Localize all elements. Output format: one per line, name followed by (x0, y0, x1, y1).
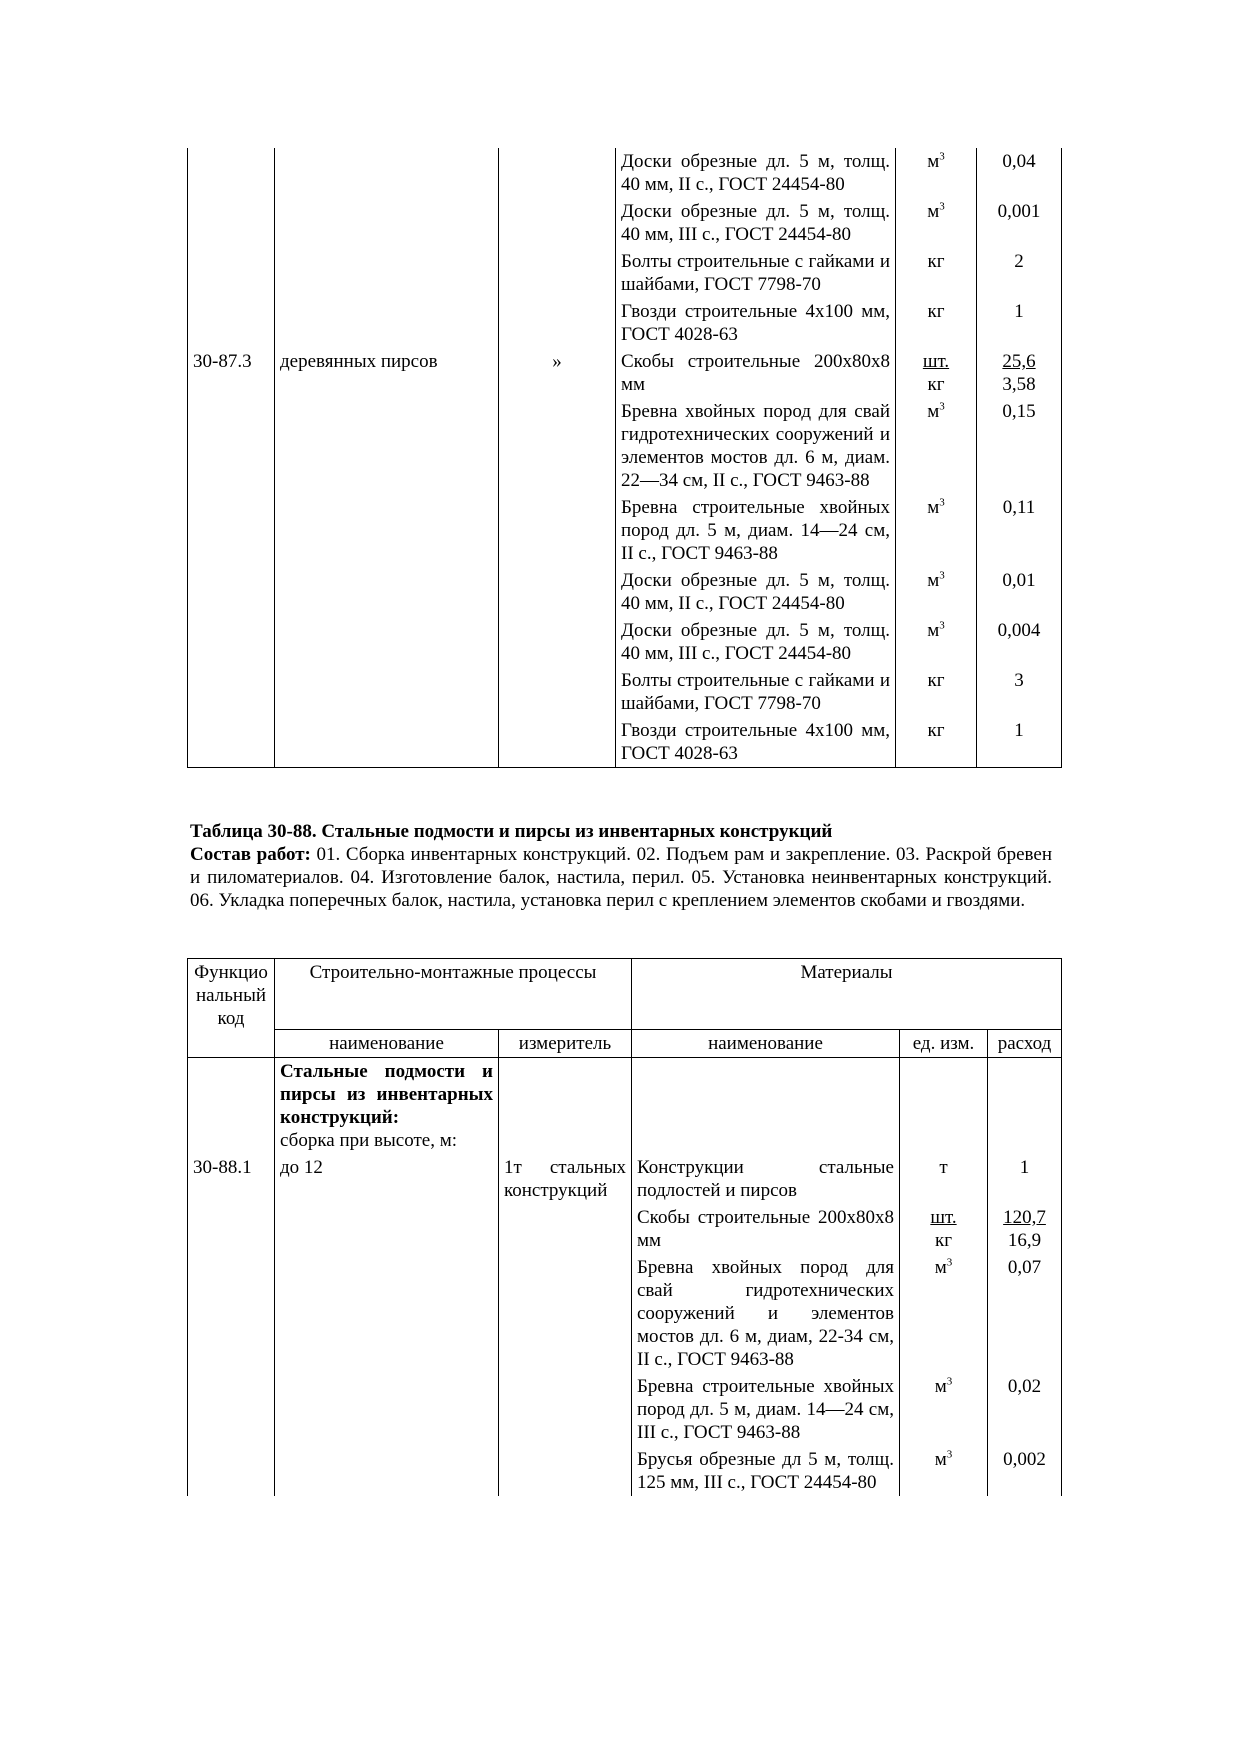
material-unit: кг (896, 248, 977, 298)
material-qty: 0,002 (988, 1446, 1062, 1496)
table-row (188, 1204, 1062, 1254)
composition-label: Состав работ: (190, 844, 311, 865)
material-unit: $м^3$ (896, 617, 977, 667)
material-qty: 0,04 (977, 148, 1062, 198)
material-name: Бревна строительные хвойных пород дл. 5 м, диам. 14—24 см, III с., ГОСТ 9463-88 (632, 1373, 900, 1446)
material-qty: 0,11 (977, 494, 1062, 567)
material-name: Доски обрезные дл. 5 м, толщ. 40 мм, III с., ГОСТ 24454-80 (616, 617, 896, 667)
material-qty: 3 (977, 667, 1062, 717)
material-unit: $м^3$ (900, 1373, 988, 1446)
header-code: Функцио нальный код (188, 959, 275, 1058)
composition-text: 01. Сборка инвентарных конструкций. 02. Подъем рам и закрепление. 03. Раскрой бревен и пиломатериалов. 04. Изготовление балок, настила, перил. 05. Установка неинвентарных конструкций. 06. Укладка поперечных балок, настила, установка перил с креплением элементов скобами и гвоздями. (190, 844, 1052, 911)
group-subtitle: сборка при высоте, м: (280, 1130, 458, 1151)
material-unit: $м^3$ (900, 1446, 988, 1496)
table-row (188, 398, 1062, 494)
material-qty: 1 (988, 1154, 1062, 1204)
work-composition (190, 843, 1052, 912)
process-name: деревянных пирсов (275, 348, 499, 398)
material-name: Скобы строительные 200х80х8 мм (632, 1204, 900, 1254)
material-unit: $м^3$ (896, 567, 977, 617)
process-meter: 1т стальных конструкций (499, 1154, 632, 1204)
group-title: Стальные подмости и пирсы из инвентарных конструкций: сборка при высоте, м: (275, 1058, 499, 1155)
function-code: 30-87.3 (188, 348, 275, 398)
table-30-88 (187, 958, 1062, 1496)
table-row (188, 148, 1062, 198)
material-qty: 1 (977, 717, 1062, 768)
material-qty: 0,004 (977, 617, 1062, 667)
material-qty: 2 (977, 248, 1062, 298)
table-row (188, 1058, 1062, 1155)
material-unit: шт. кг (900, 1204, 988, 1254)
table-row (188, 667, 1062, 717)
table-row (188, 494, 1062, 567)
material-unit: $м^3$ (896, 148, 977, 198)
material-unit: кг (896, 298, 977, 348)
process-meter: » (499, 348, 616, 398)
material-unit: $м^3$ (896, 398, 977, 494)
material-unit: $м^3$ (896, 494, 977, 567)
material-name: Доски обрезные дл. 5 м, толщ. 40 мм, II с., ГОСТ 24454-80 (616, 567, 896, 617)
header-meter: измеритель (499, 1030, 632, 1058)
table-row (188, 717, 1062, 768)
process-name: до 12 (275, 1154, 499, 1204)
material-qty: 0,07 (988, 1254, 1062, 1373)
table-row (188, 1446, 1062, 1496)
table-row (188, 1254, 1062, 1373)
material-name: Доски обрезные дл. 5 м, толщ. 40 мм, II с., ГОСТ 24454-80 (616, 148, 896, 198)
header-row (188, 959, 1062, 1030)
header-processes: Строительно-монтажные процессы (275, 959, 632, 1030)
material-qty: 0,15 (977, 398, 1062, 494)
table-row (188, 198, 1062, 248)
material-unit: $м^3$ (896, 198, 977, 248)
header-qty: расход (988, 1030, 1062, 1058)
table-30-87 (187, 148, 1062, 768)
header-unit: ед. изм. (900, 1030, 988, 1058)
material-name: Гвозди строительные 4х100 мм, ГОСТ 4028-63 (616, 298, 896, 348)
material-unit: т (900, 1154, 988, 1204)
material-name: Скобы строительные 200х80х8 мм (616, 348, 896, 398)
material-qty: 0,001 (977, 198, 1062, 248)
table-row (188, 248, 1062, 298)
material-unit: $м^3$ (900, 1254, 988, 1373)
table-title: Таблица 30-88. Стальные подмости и пирсы из инвентарных конструкций (190, 821, 833, 842)
table-row (188, 1154, 1062, 1204)
material-qty: 25,6 3,58 (977, 348, 1062, 398)
header-name: наименование (275, 1030, 499, 1058)
material-unit: кг (896, 667, 977, 717)
function-code: 30-88.1 (188, 1154, 275, 1204)
material-unit: шт. кг (896, 348, 977, 398)
material-name: Болты строительные с гайками и шайбами, ГОСТ 7798-70 (616, 667, 896, 717)
table-row (188, 617, 1062, 667)
material-qty: 0,02 (988, 1373, 1062, 1446)
material-name: Болты строительные с гайками и шайбами, ГОСТ 7798-70 (616, 248, 896, 298)
material-name: Гвозди строительные 4х100 мм, ГОСТ 4028-63 (616, 717, 896, 768)
table-row (188, 1373, 1062, 1446)
material-unit: кг (896, 717, 977, 768)
table-caption (190, 820, 1052, 912)
material-qty: 1 (977, 298, 1062, 348)
header-mat-name: наименование (632, 1030, 900, 1058)
table-row (188, 298, 1062, 348)
material-name: Бревна хвойных пород для свай гидротехнических сооружений и элементов мостов дл. 6 м, диам. 22—34 см, II с., ГОСТ 9463-88 (616, 398, 896, 494)
header-materials: Материалы (632, 959, 1062, 1030)
material-name: Бревна строительные хвойных пород дл. 5 м, диам. 14—24 см, II с., ГОСТ 9463-88 (616, 494, 896, 567)
material-qty: 0,01 (977, 567, 1062, 617)
material-qty: 120,7 16,9 (988, 1204, 1062, 1254)
table-row (188, 348, 1062, 398)
table-row (188, 567, 1062, 617)
header-row (188, 1030, 1062, 1058)
material-name: Бревна хвойных пород для свай гидротехнических сооружений и элементов мостов дл. 6 м, диам, 22-34 см, II с., ГОСТ 9463-88 (632, 1254, 900, 1373)
material-name: Доски обрезные дл. 5 м, толщ. 40 мм, III с., ГОСТ 24454-80 (616, 198, 896, 248)
material-name: Конструкции стальные подлостей и пирсов (632, 1154, 900, 1204)
material-name: Брусья обрезные дл 5 м, толщ. 125 мм, III с., ГОСТ 24454-80 (632, 1446, 900, 1496)
